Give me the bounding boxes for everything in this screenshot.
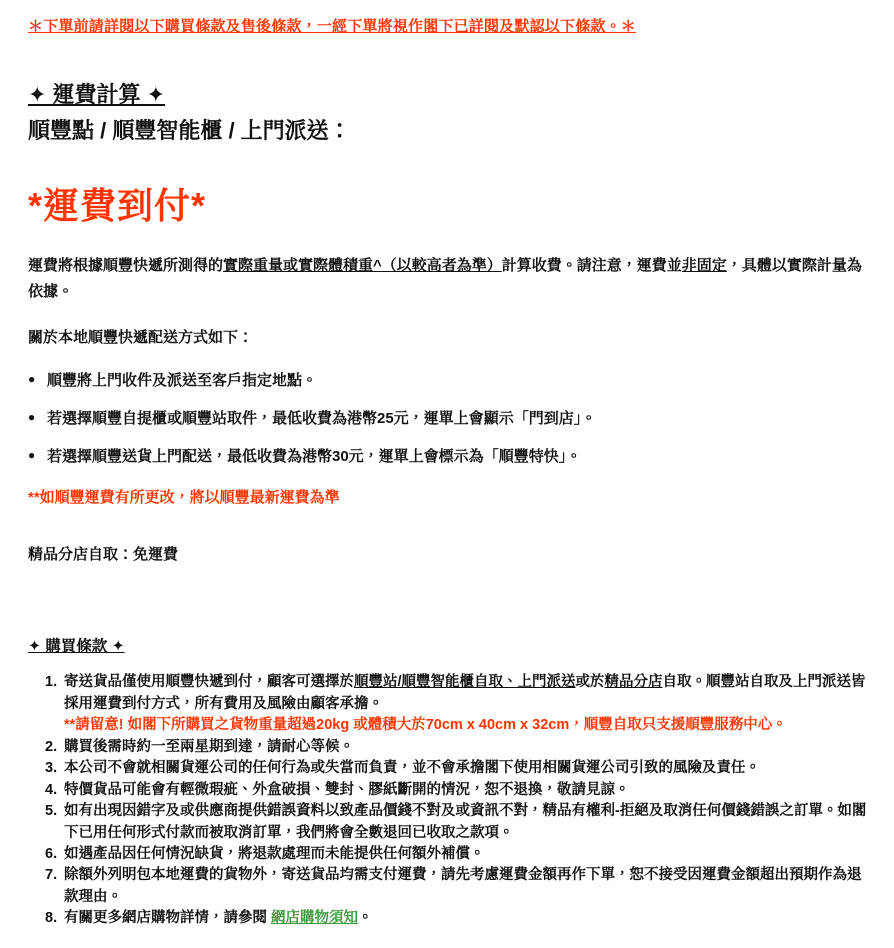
purchase-terms-list [45,672,872,929]
purchase-terms-title: ✦ 購買條款 ✦ [28,638,125,656]
text-segment: ，具體以實際計量為依據。 [28,257,862,300]
text-segment: 寄送貨品僅使用順豐快遞到付，顧客可選擇於 [64,674,354,691]
text-segment: 特價貨品可能會有輕微瑕疵、外盒破損、雙封、膠紙斷開的情況，恕不退換，敬請見諒。 [64,781,630,798]
fee-change-note: **如順豐運費有所更改，將以順豐最新運費為準 [28,489,340,507]
text-segment: 自取。順豐站自取及上門派送皆採用運費到付方式，所有費用及風險由顧客承擔。 [64,674,866,712]
shipping-fee-section-title: ✦ 運費計算 ✦ [28,82,166,107]
delivery-bullet-item: ● 若選擇順豐自提櫃或順豐站取件，最低收費為港幣25元，運單上會顯示「門到店」。 [28,408,872,429]
purchase-term-item [45,780,867,801]
fee-calculation-paragraph [28,253,872,305]
term-important-note: **請留意! 如閣下所購買之貨物重量超過20kg 或體積大於70cm x 40cm x 32cm，順豐自取只支援順豐服務中心。 [64,717,787,734]
store-pickup-note: 精品分店自取：免運費 [28,546,179,564]
text-segment: 計算收費。請注意，運費並 [501,257,682,274]
text-segment: 除額外列明包本地運費的貨物外，寄送貨品均需支付運費，請先考慮運費金額再作下單，恕不接受因運費金額超出預期作為退款理由。 [64,867,862,905]
purchase-term-item [45,908,867,929]
text-segment: 或於 [575,674,605,691]
store-guide-link[interactable]: 網店購物須知 [271,910,359,927]
underlined-text: 實際重量或實際體積重^（以較高者為準） [223,257,502,274]
delivery-methods-subtitle: 順豐點 / 順豐智能櫃 / 上門派送： [28,118,351,143]
purchase-term-item [45,865,867,908]
delivery-bullet-list [28,370,872,467]
underlined-text: 順豐站/順豐智能櫃自取、上門派送 [354,674,576,691]
purchase-term-item [45,737,867,758]
text-segment: 如遇產品因任何情況缺貨，將退款處理而未能提供任何額外補償。 [64,846,485,863]
text-segment: 有關更多網店購物詳情，請參閱 [64,910,272,927]
underlined-text: 非固定 [681,257,727,274]
underlined-text: 精品分店 [604,674,663,691]
text-segment: 本公司不會就相關貨運公司的任何行為或失當而負責，並不會承擔閣下使用相關貨運公司引致的風險及責任。 [64,760,760,777]
top-warning-notice: ＊下單前請詳閱以下購買條款及售後條款，一經下單將視作閣下已詳閱及默認以下條款。＊ [28,18,637,35]
text-segment: 運費將根據順豐快遞所測得的 [28,257,224,274]
purchase-term-item [45,672,867,736]
delivery-bullet-item: ● 若選擇順豐送貨上門配送，最低收費為港幣30元，運單上會標示為「順豐特快」。 [28,446,872,467]
text-segment: 如有出現因錯字及或供應商提供錯誤資料以致產品價錢不對及或資訊不對，精品有權利-拒絕及取消任何價錢錯誤之訂單。如閣下已用任何形式付款而被取消訂單，我們將會全數退回已收取之款項。 [64,803,867,841]
freight-collect-banner: *運費到付* [28,185,207,226]
purchase-term-item [45,758,867,779]
purchase-term-item [45,844,867,865]
delivery-intro: 關於本地順豐快遞配送方式如下： [28,328,254,346]
text-segment: 。 [358,910,373,927]
purchase-term-item [45,801,867,844]
text-segment: 購買後需時約一至兩星期到達，請耐心等候。 [64,738,354,755]
delivery-bullet-item: ● 順豐將上門收件及派送至客戶指定地點。 [28,370,872,391]
